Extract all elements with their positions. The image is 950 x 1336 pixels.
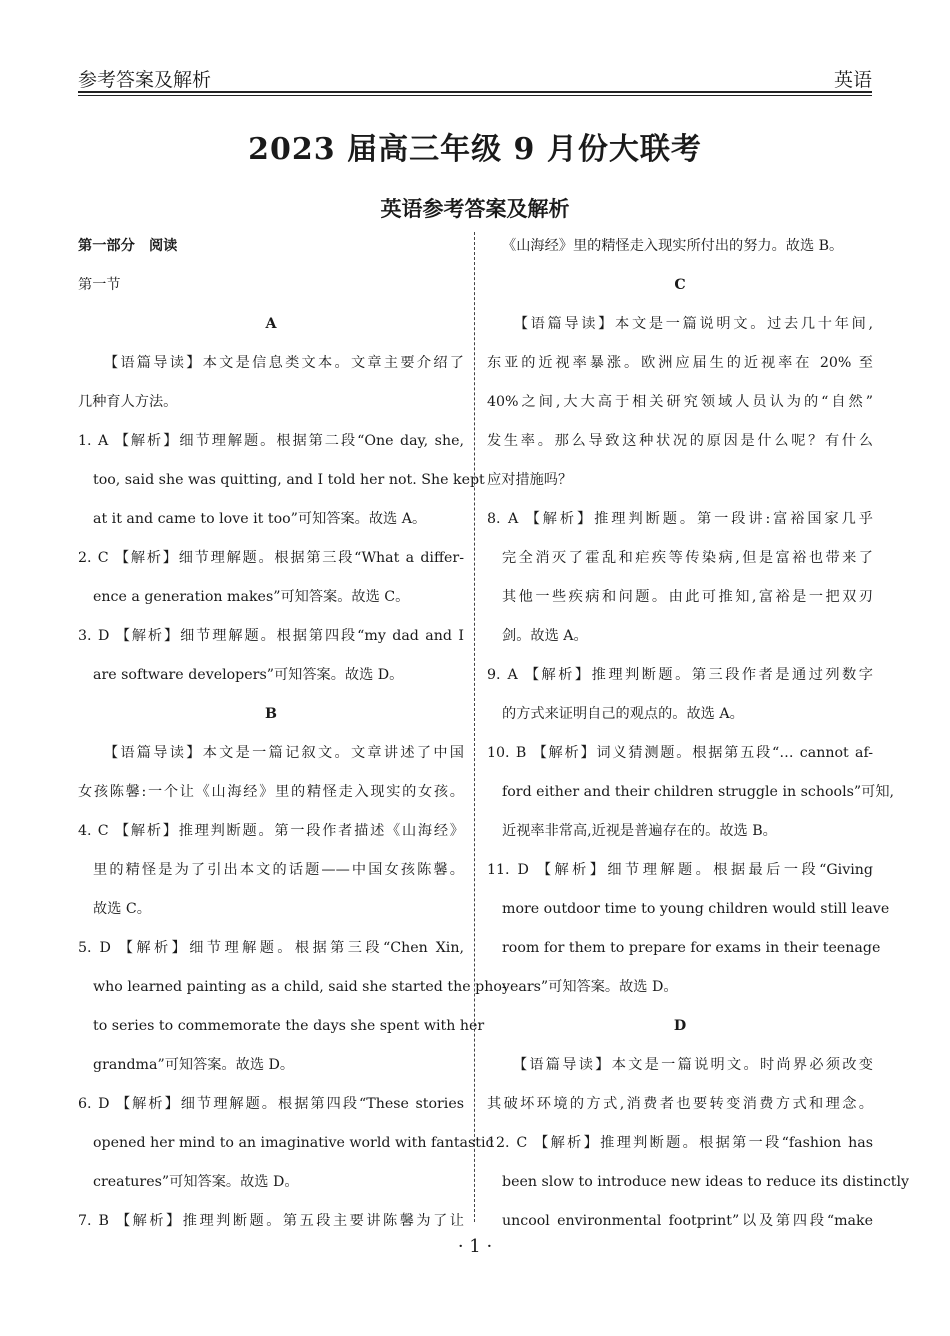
text-line: 里的精怪是为了引出本文的话题——中国女孩陈馨。	[93, 862, 464, 878]
text-line: creatures”可知答案。故选 D。	[93, 1174, 299, 1190]
text-line: 其破坏环境的方式,消费者也要转变消费方式和理念。	[487, 1096, 873, 1112]
text-line: 40%之间,大大高于相关研究领域人员认为的“自然”	[487, 394, 873, 410]
text-line: 近视率非常高,近视是普遍存在的。故选 B。	[502, 823, 777, 839]
text-line: at it and came to love it too”可知答案。故选 A。	[93, 511, 427, 527]
text-line: 10. B 【解析】词义猜测题。根据第五段“… cannot af-	[487, 745, 873, 761]
text-line: B	[265, 706, 277, 722]
text-line: 第一节	[78, 277, 121, 293]
text-line: 12. C 【解析】推理判断题。根据第一段“fashion has	[487, 1135, 873, 1151]
text-line: 剑。故选 A。	[502, 628, 588, 644]
text-line: are software developers”可知答案。故选 D。	[93, 667, 404, 683]
text-line: 几种育人方法。	[78, 394, 178, 410]
text-line: 4. C 【解析】推理判断题。第一段作者描述《山海经》	[78, 823, 464, 839]
left-column	[78, 227, 507, 1241]
text-line: C	[674, 277, 686, 293]
text-line: 故选 C。	[93, 901, 151, 917]
text-line: 【语篇导读】本文是一篇说明文。时尚界必须改变	[487, 1057, 873, 1073]
text-line: 5. D 【解析】细节理解题。根据第三段“Chen Xin,	[78, 940, 464, 956]
header-right: 英语	[833, 69, 872, 91]
text-line: 其他一些疾病和问题。由此可推知,富裕是一把双刃	[502, 589, 873, 605]
text-line: room for them to prepare for exams in their teenage	[502, 940, 881, 956]
text-line: 2. C 【解析】细节理解题。根据第三段“What a differ-	[78, 550, 464, 566]
text-line: too, said she was quitting, and I told her not. She kept	[93, 472, 485, 488]
text-line: 女孩陈馨:一个让《山海经》里的精怪走入现实的女孩。	[78, 784, 464, 800]
header-rule-thin	[78, 95, 872, 96]
header-left: 参考答案及解析	[78, 69, 212, 91]
page-number: · 1 ·	[457, 1236, 493, 1257]
text-line: 的方式来证明自己的观点的。故选 A。	[502, 706, 744, 722]
text-line: A	[265, 316, 277, 332]
right-column	[487, 227, 910, 1241]
text-line: 东亚的近视率暴涨。欧洲应届生的近视率在 20% 至	[487, 355, 873, 371]
text-line: 【语篇导读】本文是信息类文本。文章主要介绍了	[78, 355, 464, 371]
column-divider	[474, 232, 475, 1222]
text-line: 应对措施吗？	[487, 472, 573, 488]
page-title: 2023 届高三年级 9 月份大联考	[248, 132, 702, 167]
text-line: 【语篇导读】本文是一篇说明文。过去几十年间,	[487, 316, 873, 332]
text-line: grandma”可知答案。故选 D。	[93, 1057, 295, 1073]
text-line: uncool environmental footprint”以及第四段“make	[502, 1213, 873, 1229]
page-header	[78, 58, 872, 92]
text-line: 完全消灭了霍乱和疟疾等传染病,但是富裕也带来了	[502, 550, 873, 566]
text-line: to series to commemorate the days she spent with her	[93, 1018, 485, 1034]
text-line: 3. D 【解析】细节理解题。根据第四段“my dad and I	[78, 628, 464, 644]
text-line: 7. B 【解析】推理判断题。第五段主要讲陈馨为了让	[78, 1213, 464, 1229]
text-line: 9. A 【解析】推理判断题。第三段作者是通过列数字	[487, 667, 873, 683]
text-line: opened her mind to an imaginative world with fantastic	[93, 1135, 494, 1151]
text-line: ence a generation makes”可知答案。故选 C。	[93, 589, 410, 605]
text-line: 发生率。那么导致这种状况的原因是什么呢？有什么	[487, 433, 873, 449]
text-line: 第一部分 阅读	[78, 238, 178, 254]
text-line: D	[673, 1018, 687, 1034]
text-line: been slow to introduce new ideas to reduce its distinctly	[502, 1174, 910, 1190]
text-line: more outdoor time to young children would still leave	[502, 901, 890, 917]
page-subtitle: 英语参考答案及解析	[380, 196, 570, 221]
text-line: 1. A 【解析】细节理解题。根据第二段“One day, she,	[78, 433, 464, 449]
text-line: years”可知答案。故选 D。	[502, 979, 678, 995]
text-line: ford either and their children struggle in schools”可知,	[502, 784, 895, 800]
text-line: 6. D 【解析】细节理解题。根据第四段“These stories	[78, 1096, 464, 1112]
text-line: 8. A 【解析】推理判断题。第一段讲:富裕国家几乎	[487, 511, 873, 527]
text-line: 《山海经》里的精怪走入现实所付出的努力。故选 B。	[502, 238, 844, 254]
header-rule	[78, 91, 872, 93]
text-line: who learned painting as a child, said she started the pho-	[93, 979, 507, 995]
text-line: 【语篇导读】本文是一篇记叙文。文章讲述了中国	[78, 745, 464, 761]
text-line: 11. D 【解析】细节理解题。根据最后一段“Giving	[487, 862, 873, 878]
